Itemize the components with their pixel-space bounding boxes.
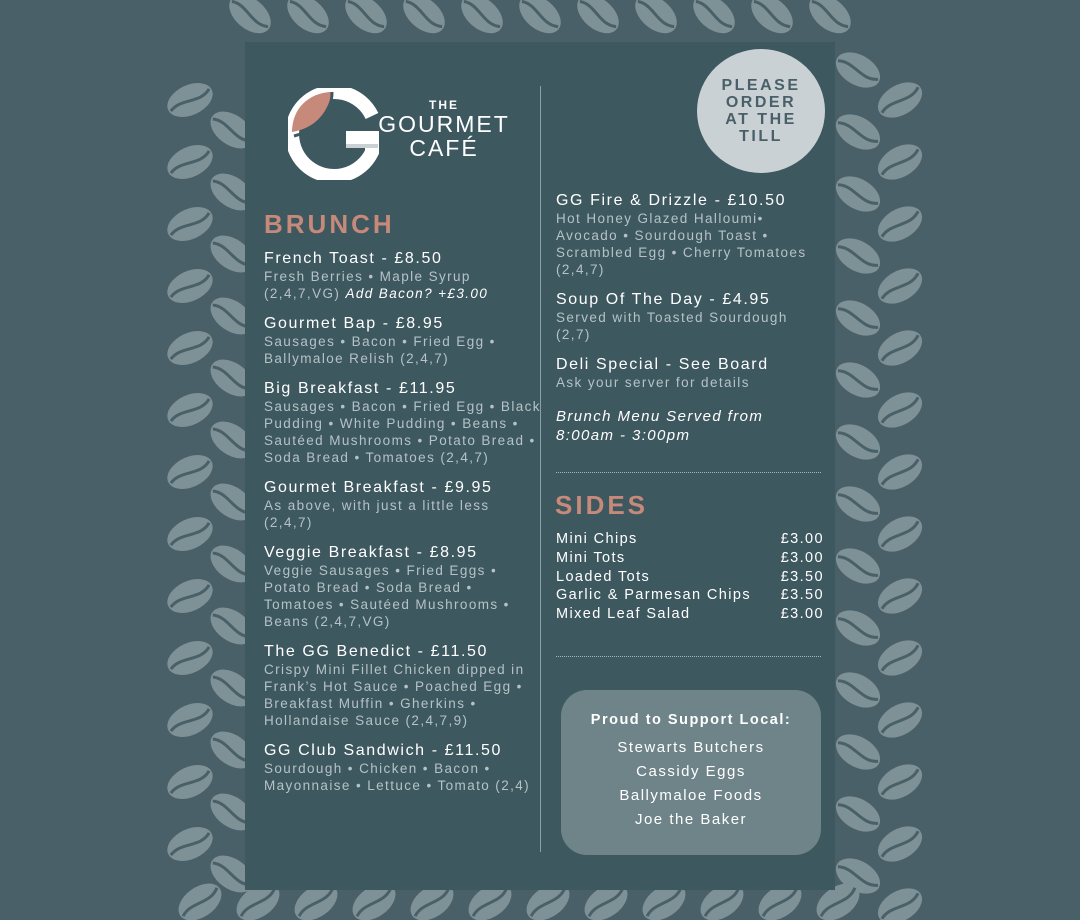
- item-title: Big Breakfast - £11.95: [264, 380, 457, 397]
- coffee-bean-icon: [830, 479, 887, 529]
- side-price: £3.50: [780, 587, 824, 604]
- badge-text: PLEASE ORDER AT THE TILL: [721, 77, 801, 145]
- coffee-bean-icon: [872, 571, 929, 621]
- local-supplier: Cassidy Eggs: [636, 763, 746, 780]
- coffee-bean-icon: [162, 820, 218, 867]
- coffee-bean-icon: [162, 510, 218, 557]
- item-title: Veggie Breakfast - £8.95: [264, 544, 478, 561]
- coffee-bean-icon: [830, 789, 887, 839]
- logo-cafe: CAFÉ: [409, 135, 479, 161]
- coffee-bean-icon: [162, 200, 218, 247]
- item-desc: Sausages • Bacon • Fried Egg • Ballymaloe Relish (2,4,7): [264, 334, 496, 366]
- brunch-served-hours: Brunch Menu Served from 8:00am - 3:00pm: [556, 408, 764, 444]
- support-local-box: [561, 690, 821, 855]
- item-desc-text: Fresh Berries • Maple Syrup (2,4,7,VG): [264, 269, 471, 301]
- logo-wordmark: [378, 98, 510, 160]
- menu-item: [264, 642, 542, 729]
- coffee-bean-icon: [162, 758, 218, 805]
- menu-item: [264, 249, 542, 302]
- side-row: [556, 568, 824, 587]
- support-local-title: Proud to Support Local:: [590, 712, 792, 728]
- coffee-bean-icon: [686, 0, 742, 41]
- coffee-bean-icon: [872, 385, 929, 435]
- item-desc: Served with Toasted Sourdough (2,7): [556, 310, 788, 342]
- item-desc: [264, 268, 542, 302]
- brunch-left-column: [264, 249, 542, 806]
- coffee-bean-icon: [830, 665, 887, 715]
- coffee-bean-icon: [628, 0, 684, 41]
- menu-item: [264, 478, 542, 531]
- side-name: Loaded Tots: [556, 568, 651, 585]
- item-desc: Crispy Mini Fillet Chicken dipped in Frank’s Hot Sauce • Poached Egg • Breakfast Muffin • Gherkins • Hollandaise Sauce (2,4,7,9): [264, 662, 525, 728]
- coffee-bean-icon: [162, 324, 218, 371]
- local-supplier: Stewarts Butchers: [617, 739, 765, 756]
- side-price: £3.00: [780, 531, 824, 547]
- coffee-bean-icon: [280, 0, 336, 41]
- brunch-heading: BRUNCH: [264, 209, 395, 239]
- menu-item: [556, 290, 818, 343]
- local-supplier: Ballymaloe Foods: [619, 787, 763, 804]
- side-row: [556, 549, 824, 568]
- side-price: £3.00: [780, 549, 824, 566]
- side-row: [556, 530, 824, 549]
- coffee-bean-icon: [830, 417, 887, 467]
- item-desc: Sausages • Bacon • Fried Egg • Black Pudding • White Pudding • Beans • Sautéed Mushrooms • Potato Bread • Soda Bread • Tomatoes (2,4,7): [264, 399, 541, 465]
- coffee-bean-icon: [162, 138, 218, 185]
- coffee-bean-icon: [162, 262, 218, 309]
- coffee-bean-icon: [872, 633, 929, 683]
- coffee-bean-icon: [830, 107, 887, 157]
- coffee-bean-icon: [830, 355, 887, 405]
- coffee-bean-icon: [872, 509, 929, 559]
- add-bacon-note: Add Bacon? +£3.00: [345, 286, 489, 301]
- coffee-bean-icon: [872, 819, 929, 869]
- coffee-bean-icon: [222, 0, 278, 41]
- item-desc: Hot Honey Glazed Halloumi• Avocado • Sourdough Toast • Scrambled Egg • Cherry Tomatoes (2,4,7): [556, 211, 807, 277]
- coffee-bean-icon: [162, 572, 218, 619]
- side-name: Mixed Leaf Salad: [556, 606, 691, 623]
- sides-heading: SIDES: [555, 490, 649, 520]
- item-title: GG Club Sandwich - £11.50: [264, 742, 503, 759]
- coffee-bean-icon: [872, 261, 929, 311]
- coffee-bean-icon: [744, 0, 800, 41]
- order-at-till-badge: [697, 49, 825, 173]
- coffee-bean-icon: [830, 45, 887, 95]
- coffee-bean-icon: [830, 231, 887, 281]
- coffee-bean-icon: [162, 696, 218, 743]
- item-desc: As above, with just a little less (2,4,7): [264, 498, 490, 530]
- coffee-bean-icon: [162, 448, 218, 495]
- item-title: Deli Special - See Board: [556, 356, 769, 373]
- coffee-bean-icon: [830, 727, 887, 777]
- dotted-divider: [556, 656, 821, 657]
- coffee-bean-icon: [512, 0, 568, 41]
- side-price: £3.00: [780, 606, 824, 623]
- side-row: [556, 605, 824, 624]
- coffee-bean-icon: [830, 169, 887, 219]
- side-row: [556, 586, 824, 605]
- coffee-bean-icon: [830, 541, 887, 591]
- item-desc: Veggie Sausages • Fried Eggs • Potato Bread • Soda Bread • Tomatoes • Sautéed Mushrooms • Beans (2,4,7,VG): [264, 563, 510, 629]
- menu-item: [264, 314, 542, 367]
- menu-item: [556, 191, 818, 278]
- coffee-bean-icon: [162, 76, 218, 123]
- coffee-bean-icon: [830, 603, 887, 653]
- coffee-bean-icon: [454, 0, 510, 41]
- item-desc: Ask your server for details: [556, 375, 750, 390]
- item-title: The GG Benedict - £11.50: [264, 643, 488, 660]
- side-price: £3.50: [780, 568, 824, 585]
- coffee-bean-icon: [162, 634, 218, 681]
- coffee-bean-icon: [570, 0, 626, 41]
- coffee-bean-icon: [338, 0, 394, 41]
- menu-item: [264, 379, 542, 466]
- item-title: Soup Of The Day - £4.95: [556, 291, 771, 308]
- coffee-bean-icon: [872, 199, 929, 249]
- coffee-bean-icon: [872, 695, 929, 745]
- coffee-bean-icon: [162, 386, 218, 433]
- support-local-list: [561, 736, 821, 832]
- coffee-bean-icon: [872, 757, 929, 807]
- item-title: GG Fire & Drizzle - £10.50: [556, 192, 787, 209]
- coffee-bean-icon: [872, 881, 929, 920]
- dotted-divider: [556, 472, 821, 473]
- item-desc: Sourdough • Chicken • Bacon • Mayonnaise • Lettuce • Tomato (2,4): [264, 761, 531, 793]
- sides-list: [556, 530, 824, 624]
- side-name: Mini Tots: [556, 549, 626, 566]
- menu-item: [264, 741, 542, 794]
- menu-item: [264, 543, 542, 630]
- coffee-bean-icon: [396, 0, 452, 41]
- local-supplier: Joe the Baker: [634, 811, 748, 828]
- menu-item: [556, 355, 818, 391]
- coffee-bean-icon: [830, 293, 887, 343]
- coffee-bean-icon: [872, 447, 929, 497]
- coffee-bean-icon: [872, 137, 929, 187]
- logo-gourmet: GOURMET: [378, 111, 510, 137]
- side-name: Mini Chips: [556, 531, 638, 547]
- brunch-right-column: [556, 191, 818, 445]
- coffee-bean-icon: [802, 0, 858, 41]
- logo-the: THE: [429, 98, 459, 112]
- side-name: Garlic & Parmesan Chips: [556, 587, 751, 604]
- item-title: Gourmet Bap - £8.95: [264, 315, 444, 332]
- coffee-bean-icon: [872, 323, 929, 373]
- item-title: Gourmet Breakfast - £9.95: [264, 479, 493, 496]
- coffee-bean-icon: [872, 75, 929, 125]
- item-title: French Toast - £8.50: [264, 250, 443, 267]
